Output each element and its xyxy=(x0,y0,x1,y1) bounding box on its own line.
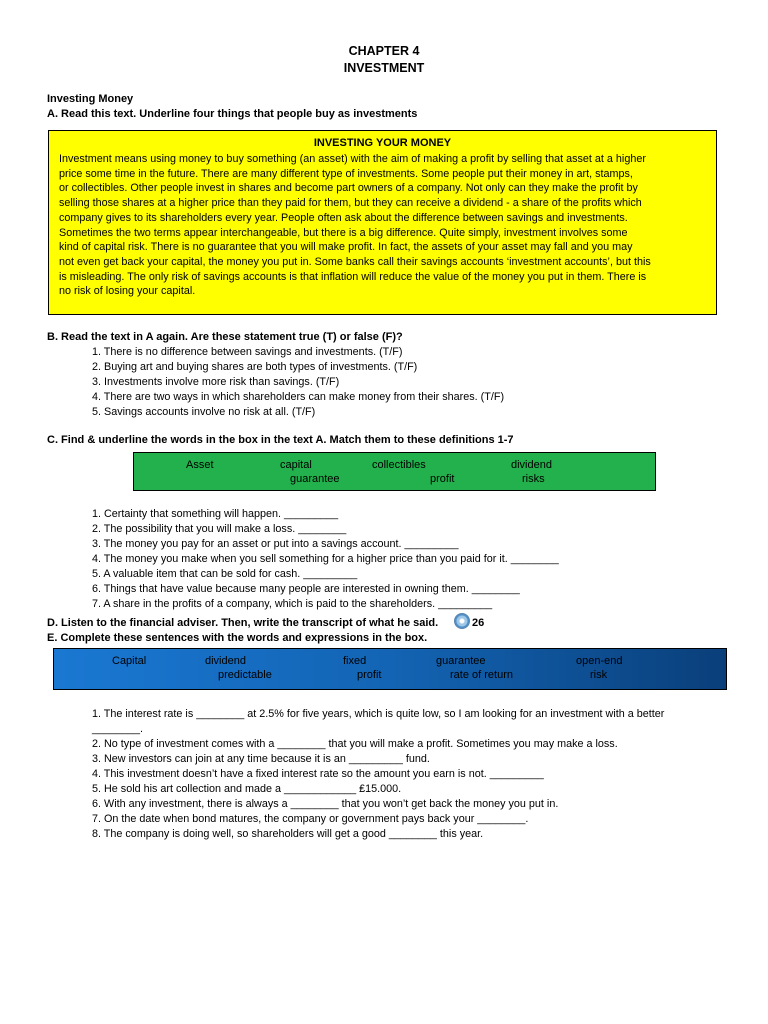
section-e-list xyxy=(92,707,664,842)
word-box-item: capital xyxy=(280,459,312,471)
reading-line: price some time in the future. There are many different type of investments. Some people put their money in art, stamps, xyxy=(59,167,633,180)
list-item: 4. There are two ways in which shareholders can make money from their shares. (T/F) xyxy=(92,391,505,403)
word-box-e xyxy=(53,648,727,690)
section-e-heading: E. Complete these sentences with the words and expressions in the box. xyxy=(47,632,428,644)
word-box-item: open-end xyxy=(576,655,623,667)
cd-icon[interactable] xyxy=(454,613,470,629)
list-item: 5. Savings accounts involve no risk at all. (T/F) xyxy=(92,406,316,418)
reading-text-box xyxy=(48,130,717,315)
list-item: 4. The money you make when you sell something for a higher price than you paid for it. ________ xyxy=(92,553,559,565)
reading-body xyxy=(59,152,709,299)
chapter-number: CHAPTER 4 xyxy=(348,44,420,58)
list-item: 3. New investors can join at any time because it is an _________ fund. xyxy=(92,753,430,765)
list-item: 2. The possibility that you will make a loss. ________ xyxy=(92,523,347,535)
word-box-item: fixed xyxy=(343,655,367,667)
reading-title: INVESTING YOUR MONEY xyxy=(313,137,452,149)
word-box-item: profit xyxy=(357,669,382,681)
list-item: 2. No type of investment comes with a ________ that you will make a profit. Sometimes you may make a loss. xyxy=(92,738,618,750)
reading-line: kind of capital risk. There is no guarantee that you will make profit. In fact, the assets of your asset may fall and you may xyxy=(59,241,633,254)
reading-line: selling those shares at a higher price than they paid for them, but they can receive a dividend - a share of the profits which xyxy=(59,197,642,210)
word-box-item: profit xyxy=(430,473,455,485)
list-item: 7. A share in the profits of a company, which is paid to the shareholders. _________ xyxy=(92,598,493,610)
word-box-item: rate of return xyxy=(450,669,513,681)
word-box-item: risks xyxy=(522,473,545,485)
reading-line: Investment means using money to buy something (an asset) with the aim of making a profit by selling that asset at a higher xyxy=(59,153,646,165)
word-box-item: dividend xyxy=(205,655,246,667)
word-box-item: risk xyxy=(590,669,608,681)
word-box-item: guarantee xyxy=(290,473,340,485)
audio-track-number: 26 xyxy=(472,617,485,629)
chapter-title: INVESTMENT xyxy=(343,61,425,75)
list-item: 8. The company is doing well, so shareholders will get a good ________ this year. xyxy=(92,828,484,840)
reading-line: no risk of losing your capital. xyxy=(59,285,196,298)
reading-line: not even get back your capital, the money you put in. Some banks call their savings accounts ‘investment accounts’, but this xyxy=(59,255,651,268)
word-box-item: dividend xyxy=(511,459,552,471)
list-item: ________. xyxy=(92,723,144,735)
word-box-c xyxy=(133,452,656,491)
list-item: 1. Certainty that something will happen. _________ xyxy=(92,508,339,520)
section-b-heading: B. Read the text in A again. Are these statement true (T) or false (F)? xyxy=(47,331,403,343)
reading-line: Sometimes the two terms appear interchangeable, but there is a big difference. Quite simply, investment involves some xyxy=(59,226,628,239)
section-c-list xyxy=(92,507,559,612)
list-item: 3. Investments involve more risk than savings. (T/F) xyxy=(92,376,340,388)
word-box-item: guarantee xyxy=(436,655,486,667)
task-a-instruction: A. Read this text. Underline four things that people buy as investments xyxy=(47,108,418,120)
word-box-item: Capital xyxy=(112,655,147,667)
list-item: 3. The money you pay for an asset or put into a savings account. _________ xyxy=(92,538,459,550)
list-item: 7. On the date when bond matures, the company or government pays back your ________. xyxy=(92,813,529,825)
reading-line: is misleading. The only risk of savings accounts is that inflation will reduce the value of the money you put in them. There is xyxy=(59,270,647,283)
list-item: 2. Buying art and buying shares are both types of investments. (T/F) xyxy=(92,361,418,373)
word-box-item: Asset xyxy=(186,459,214,471)
list-item: 5. A valuable item that can be sold for cash. _________ xyxy=(92,568,358,580)
word-box-item: collectibles xyxy=(372,459,426,471)
section-d-heading: D. Listen to the financial adviser. Then, write the transcript of what he said. xyxy=(47,617,439,629)
section-c-heading: C. Find & underline the words in the box in the text A. Match them to these definitions 1-7 xyxy=(47,434,514,446)
reading-line: company gives to its shareholders every year. People often ask about the difference between savings and investments. xyxy=(59,211,628,224)
section-b-list xyxy=(92,345,504,420)
list-item: 6. With any investment, there is always a ________ that you won’t get back the money you put in. xyxy=(92,798,559,810)
list-item: 4. This investment doesn’t have a fixed interest rate so the amount you earn is not. _________ xyxy=(92,768,544,780)
list-item: 6. Things that have value because many people are interested in owning them. ________ xyxy=(92,583,520,595)
list-item: 1. There is no difference between savings and investments. (T/F) xyxy=(92,346,403,358)
list-item: 1. The interest rate is ________ at 2.5% for five years, which is quite low, so I am looking for an investment with a better xyxy=(92,708,665,720)
word-box-item: predictable xyxy=(218,669,272,681)
intro-heading: Investing Money xyxy=(47,93,134,105)
list-item: 5. He sold his art collection and made a ____________ ₤15.000. xyxy=(92,783,402,795)
reading-line: or collectibles. Other people invest in shares and become part owners of a company. Not only can they make the profit by xyxy=(59,182,638,195)
